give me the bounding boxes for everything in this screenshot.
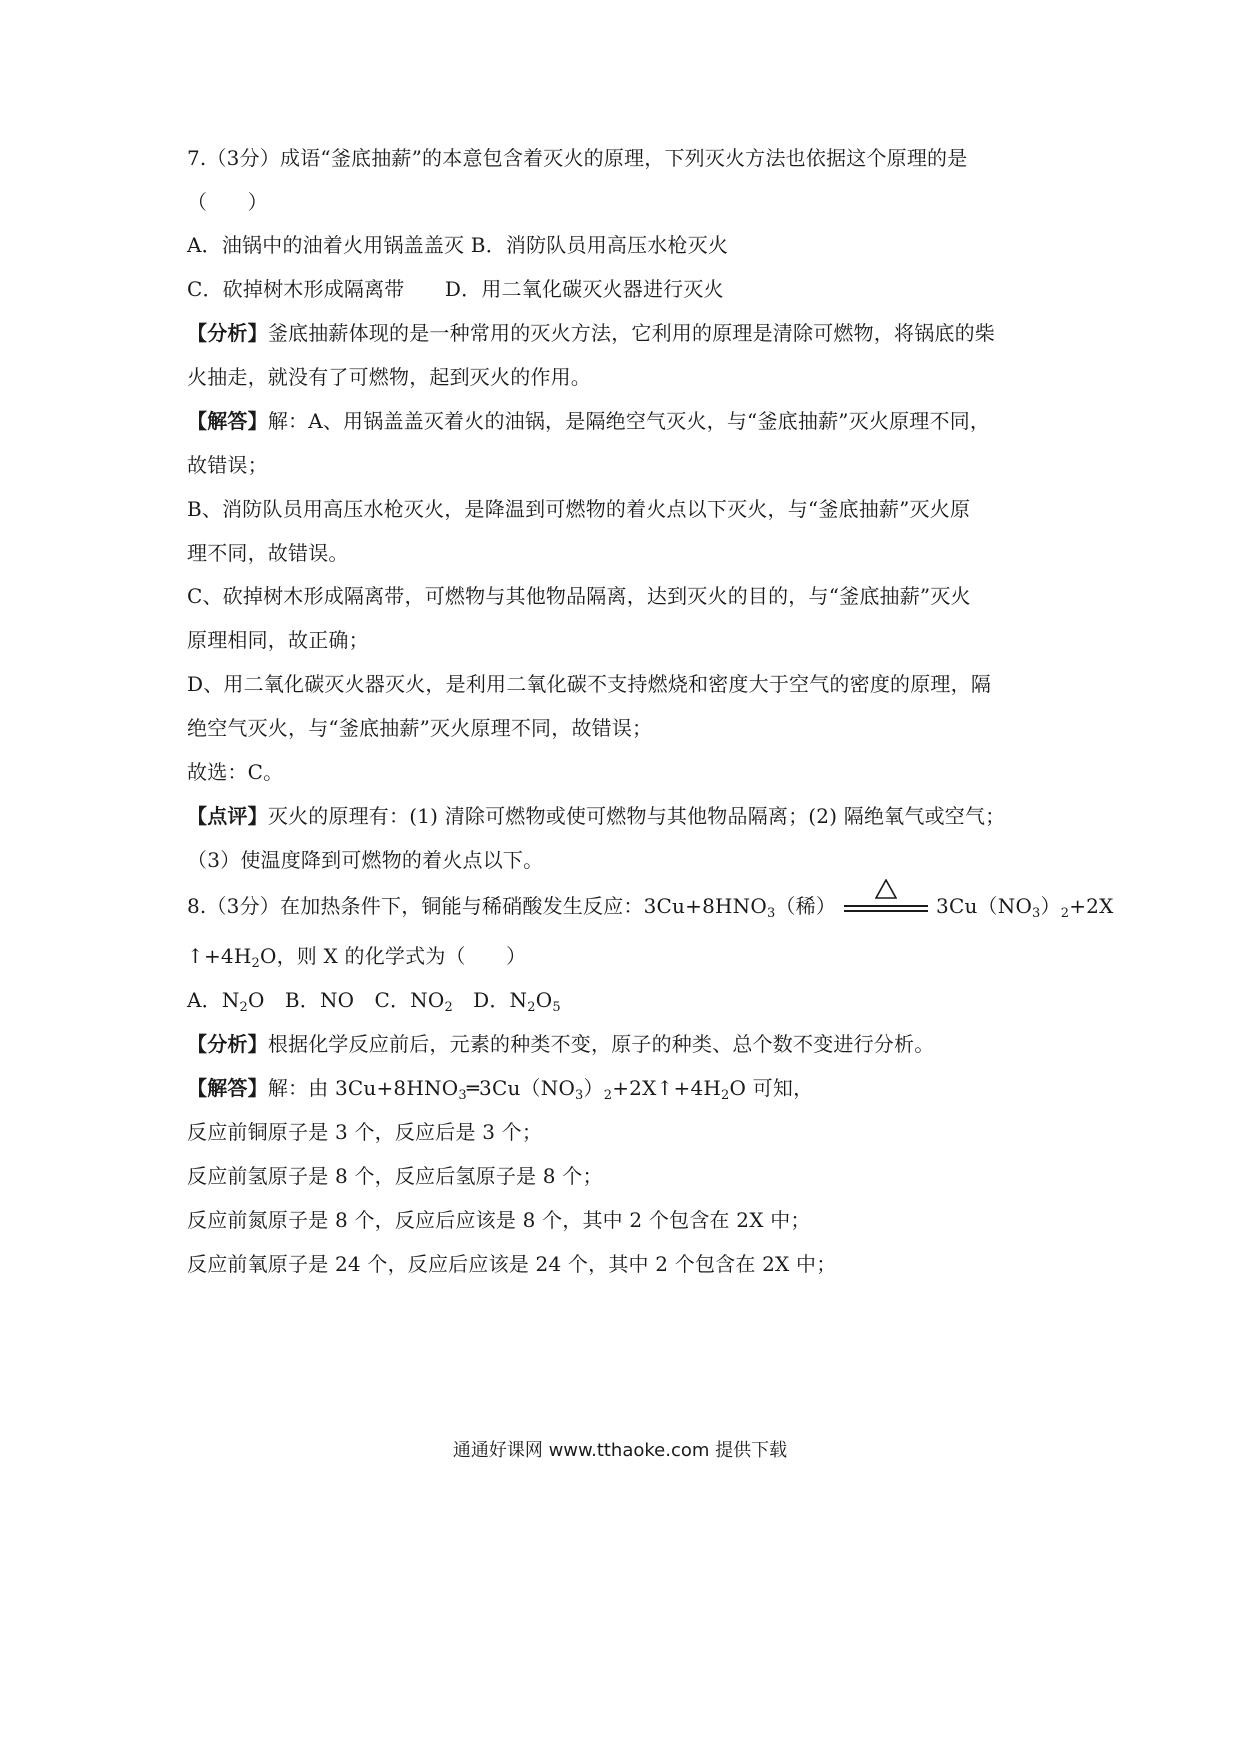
q7-stem: 7.（3分）成语“釜底抽薪”的本意包含着灭火的原理，下列灭火方法也依据这个原理的是 — [187, 146, 968, 170]
q8-count-n: 反应前氮原子是 8 个，反应后应该是 8 个，其中 2 个包含在 2X 中； — [187, 1208, 811, 1232]
triangle-heat-icon — [875, 879, 897, 899]
q7-answer-a-cont: 故错误； — [187, 453, 268, 477]
q7-answer-b: B、消防队员用高压水枪灭火，是降温到可燃物的着火点以下灭火，与“釜底抽薪”灭火原 — [187, 497, 971, 521]
q8-stem-cont: $↑+4H_2O$，则 X 的化学式为（ ） — [187, 944, 527, 971]
q7-blank: （ ） — [187, 190, 268, 214]
q7-answer-c-cont: 原理相同，故正确； — [187, 628, 369, 652]
q7-answer-d-cont: 绝空气灭火，与“釜底抽薪”灭火原理不同，故错误； — [187, 716, 653, 740]
q7-options-cd: C．砍掉树木形成隔离带 D．用二氧化碳灭火器进行灭火 — [187, 277, 724, 301]
q7-analysis: 【分析】釜底抽薪体现的是一种常用的灭火方法，它利用的原理是清除可燃物，将锅底的柴 — [187, 321, 996, 345]
q8-stem: 8.（3分）在加热条件下，铜能与稀硝酸发生反应：$3Cu+8HNO_3$（稀） $3Cu(NO_3)_2+2X$ — [187, 893, 1067, 923]
q8-options: A．$N_2O$ B．NO C．$NO_2$ D．$N_2O_5$ — [187, 988, 561, 1015]
q7-answer-b-cont: 理不同，故错误。 — [187, 541, 349, 565]
q7-choice: 故选：C。 — [187, 760, 284, 784]
q7-answer-d: D、用二氧化碳灭火器灭火，是利用二氧化碳不支持燃烧和密度大于空气的密度的原理，隔 — [187, 672, 992, 696]
q8-count-h: 反应前氢原子是 8 个，反应后氢原子是 8 个； — [187, 1164, 603, 1188]
q7-comment-cont: （3）使温度降到可燃物的着火点以下。 — [187, 848, 544, 872]
q7-comment: 【点评】灭火的原理有：(1) 清除可燃物或使可燃物与其他物品隔离；(2) 隔绝氧气或空气； — [187, 804, 1006, 828]
q8-analysis: 【分析】根据化学反应前后，元素的种类不变，原子的种类、总个数不变进行分析。 — [187, 1032, 935, 1056]
q7-answer-c: C、砍掉树木形成隔离带，可燃物与其他物品隔离，达到灭火的目的，与“釜底抽薪”灭火 — [187, 584, 971, 608]
q7-answer: 【解答】解：A、用锅盖盖灭着火的油锅，是隔绝空气灭火，与“釜底抽薪”灭火原理不同， — [187, 409, 991, 433]
page-footer: 通通好课网 www.tthaoke.com 提供下载 — [452, 1440, 788, 1461]
q8-answer: 【解答】解：由 $3Cu+8HNO_3═3Cu(NO_3)_2+2X↑+4H_2O$ 可知， — [187, 1076, 814, 1103]
q8-count-cu: 反应前铜原子是 3 个，反应后是 3 个； — [187, 1120, 543, 1144]
q7-analysis-cont: 火抽走，就没有了可燃物，起到灭火的作用。 — [187, 365, 591, 389]
q7-options-ab: A．油锅中的油着火用锅盖盖灭 B．消防队员用高压水枪灭火 — [187, 233, 729, 257]
heating-condition — [844, 895, 928, 921]
q8-count-o: 反应前氧原子是 24 个，反应后应该是 24 个，其中 2 个包含在 2X 中； — [187, 1252, 837, 1276]
